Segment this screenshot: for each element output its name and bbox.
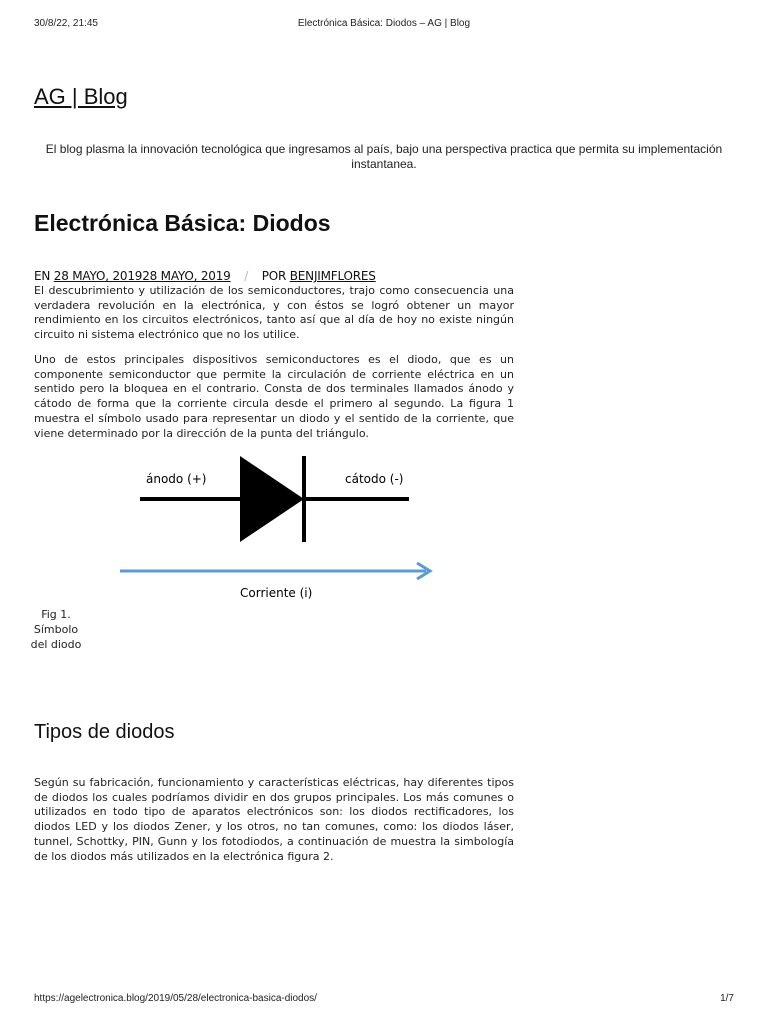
paragraph-types: Según su fabricación, funcionamiento y características eléctricas, hay diferentes tipos de diodos los cuales podríamos dividir en dos grupos principales. Los más comunes o utilizados en todo tipo de aparatos electrónicos son: los diodos rectificadores, los diodos LED y los diodos Zener, y los otros, no tan comunes, como: los diodos láser, tunnel, Schottky, PIN, Gunn y los fotodiodos, a continuación de muestra la simbología de los diodos más utilizados en la electrónica figura 2. [34, 776, 514, 863]
diode-triangle [240, 456, 304, 542]
site-description: El blog plasma la innovación tecnológica que ingresamos al país, bajo una perspectiva practica que permita su implementación instantanea. [45, 142, 723, 171]
anode-label: ánodo (+) [146, 472, 207, 486]
print-datetime: 30/8/22, 21:45 [34, 18, 98, 29]
meta-by-label: POR [261, 269, 287, 283]
site-title-link[interactable]: AG | Blog [34, 84, 128, 109]
post-date-link[interactable]: 28 MAYO, 201928 MAYO, 2019 [53, 269, 231, 283]
paragraph-diode: Uno de estos principales dispositivos semiconductores es el diodo, que es un componente semiconductor que permite la circulación de corriente eléctrica en un sentido pero la bloquea en el contrario. Consta de dos terminales llamados ánodo y cátodo de forma que la corriente circula desde el primero al segundo. La figura 1 muestra el símbolo usado para representar un diodo y el sentido de la corriente, que viene determinado por la dirección de la punta del triángulo. [34, 353, 514, 440]
print-page-number: 1/7 [720, 993, 734, 1004]
author-link[interactable]: BENJIMFLORES [289, 269, 376, 283]
paragraph-intro: El descubrimiento y utilización de los semiconductores, trajo como consecuencia una verdadera revolución en la electrónica, y con éstos se logró obtener un mayor rendimiento en los circuitos electrónicos, tanto así que al día de hoy no existe ningún circuito ni sistema electrónico que no los utilice. [34, 284, 514, 342]
print-url: https://agelectronica.blog/2019/05/28/electronica-basica-diodos/ [34, 993, 317, 1004]
cathode-label: cátodo (-) [345, 472, 404, 486]
meta-separator: / [244, 269, 249, 283]
post-title: Electrónica Básica: Diodos [34, 210, 331, 236]
figure-caption: Fig 1. Símbolo del diodo [30, 608, 82, 651]
print-footer [34, 993, 734, 1007]
diode-figure [116, 450, 446, 610]
current-label: Corriente (i) [240, 586, 313, 600]
post-meta [34, 269, 376, 283]
meta-on-label: EN [34, 269, 51, 283]
section-title-tipos: Tipos de diodos [34, 721, 175, 743]
print-page-title: Electrónica Básica: Diodos – AG | Blog [297, 18, 471, 29]
print-header [34, 18, 734, 32]
diode-symbol-diagram [116, 450, 446, 610]
